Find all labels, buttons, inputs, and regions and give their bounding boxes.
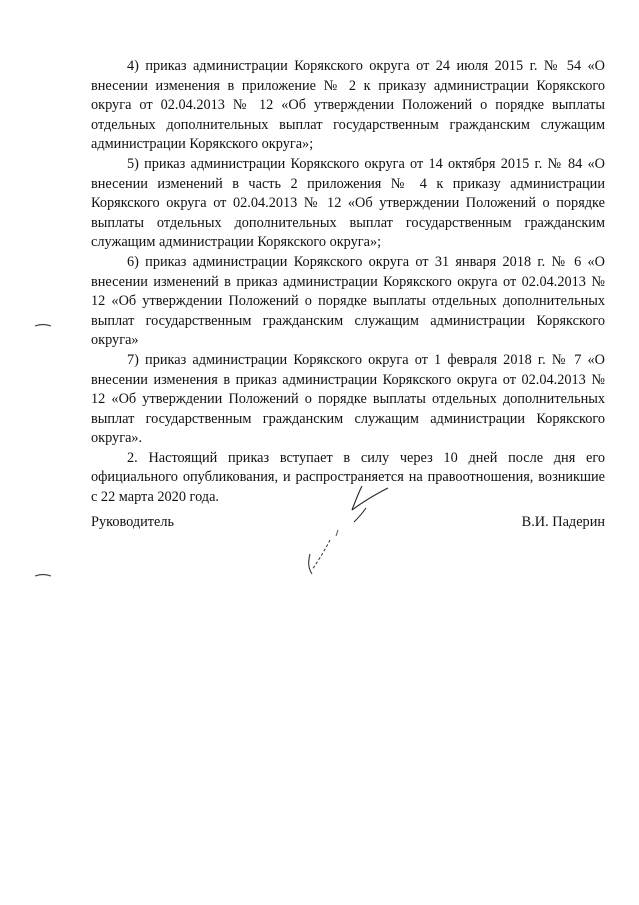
- signature-block: [91, 513, 605, 537]
- paragraph-item-6: 6) приказ администрации Корякского округа от 31 января 2018 г. № 6 «О внесении изменений в приказ администрации Корякского округа от 02.04.2013 № 12 «Об утверждении Положений о порядке выплаты отдельных дополнительных выплат государственным гражданским служащим администрации Корякского округа»: [91, 253, 605, 349]
- signatory-name: В.И. Падерин: [521, 514, 605, 530]
- paragraph-item-4: 4) приказ администрации Корякского округа от 24 июля 2015 г. № 54 «О внесении изменения в приложение № 2 к приказу администрации Корякского округа от 02.04.2013 № 12 «Об утверждении Положений о порядке выплаты отдельных дополнительных выплат государственным гражданским служащим администрации Корякского округа»;: [91, 58, 605, 153]
- scan-margin-mark: [34, 322, 52, 328]
- scan-margin-mark: [34, 572, 52, 578]
- paragraph-item-7: 7) приказ администрации Корякского округа от 1 февраля 2018 г. № 7 «О внесении изменения в приказ администрации Корякского округа от 02.04.2013 № 12 «Об утверждении Положений о порядке выплаты отдельных дополнительных выплат государственным гражданским служащим администрации Корякского округа».: [91, 351, 605, 447]
- signatory-role: Руководитель: [91, 514, 175, 530]
- paragraph-item-5: 5) приказ администрации Корякского округа от 14 октября 2015 г. № 84 «О внесении изменений в часть 2 приложения № 4 к приказу администрации Корякского округа от 02.04.2013 № 12 «Об утверждении Положений о порядке выплаты отдельных дополнительных выплат государственным гражданским служащим администрации Корякского округа»;: [91, 155, 605, 251]
- paragraph-clause-2: 2. Настоящий приказ вступает в силу через 10 дней после дня его официального опубликования, и распространяется на правоотношения, возникшие с 22 марта 2020 года.: [91, 449, 605, 506]
- document-body: [91, 57, 605, 508]
